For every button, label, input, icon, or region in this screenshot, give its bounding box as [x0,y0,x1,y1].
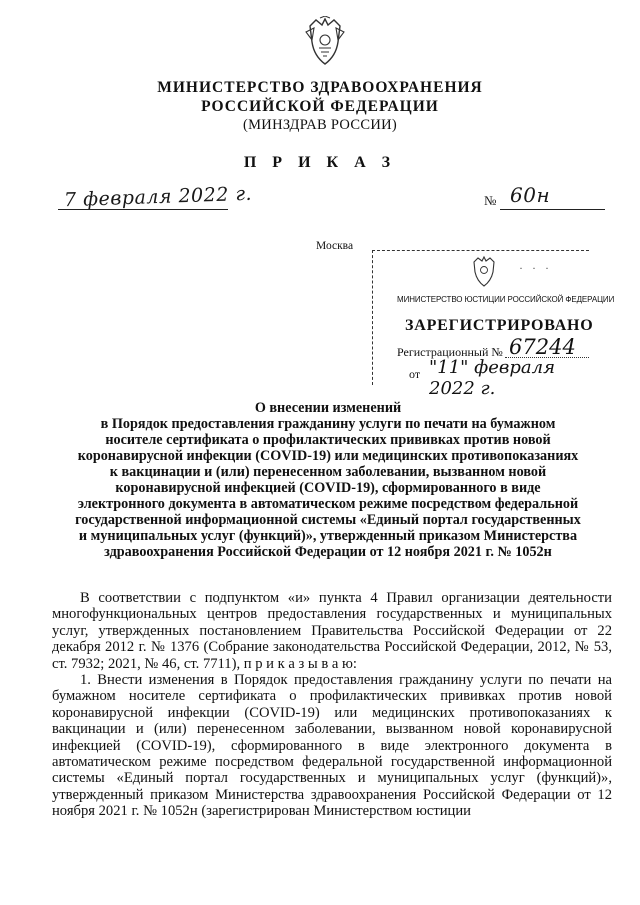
heading-line: О внесении изменений [254,400,402,416]
number-underline [500,209,605,210]
stamp-registered-label: ЗАРЕГИСТРИРОВАНО [405,317,594,334]
stamp-reg-number: 67244 [509,335,576,359]
heading-line: и муниципальных услуг (функций)», утвержденный приказом Министерства [78,528,578,544]
stamp-ministry-name: МИНИСТЕРСТВО ЮСТИЦИИ РОССИЙСКОЙ ФЕДЕРАЦИИ [397,295,615,304]
stamp-reg-number-label: Регистрационный № [397,345,503,359]
heading-line: коронавирусной инфекции (COVID-19) или медицинских противопоказаниях [77,448,579,464]
handwritten-date: 7 февраля 2022 г. [63,182,253,212]
heading-line: к вакцинации и (или) перенесенном заболевании, вызванном новой [109,464,547,480]
stamp-dots-decoration: · · · [519,261,552,275]
ministry-abbreviation: (МИНЗДРАВ РОССИИ) [242,117,397,133]
heading-line: государственной информационной системы «Единый портал государственных [75,512,581,528]
ministry-name-line2: РОССИЙСКОЙ ФЕДЕРАЦИИ [201,98,439,115]
city-label: Москва [316,240,354,252]
clause-1-paragraph: 1. Внести изменения в Порядок предоставления гражданину услуги по печати на бумажном носителе сертификата о профилактических прививках против новой коронавирусной инфекции (COVID-19) или медицинских противопоказаниях к вакцинации и (или) перенесенном заболевании, вызванном новой коронавирусной инфекцией (COVID-19), сформированного в виде электронного документа в автоматическом режиме посредством федеральной государственной информационной системы «Единый портал государственных и муниципальных услуг (функций)», утвержденный приказом Министерства здравоохранения Российской Федерации от 12 ноября 2021 г. № 1052н (зарегистрирован Министерством юстиции [52,672,612,820]
date-underline [58,209,228,210]
stamp-reg-date: "11" февраля 2022 г. [429,357,556,399]
preamble-paragraph: В соответствии с подпунктом «и» пункта 4 Правил организации деятельности многофункциональных центров предоставления государственных и муниципальных услуг, утвержденных постановлением Правительства Российской Федерации от 22 декабря 2012 г. № 1376 (Собрание законодательства Российской Федерации, 2012, № 53, ст. 7932; 2021, № 46, ст. 7711), п р и к а з ы в а ю: [52,590,612,672]
stamp-from-label: от [409,367,421,381]
ministry-header [0,78,640,135]
handwritten-order-number: 60н [510,183,551,207]
heading-line: в Порядок предоставления гражданину услуги по печати на бумажном [100,416,556,432]
heading-line: коронавирусной инфекцией (COVID-19), сформированного в виде [115,480,541,496]
heading-line: носителе сертификата о профилактических прививках против новой [105,432,551,448]
ministry-name-line1: МИНИСТЕРСТВО ЗДРАВООХРАНЕНИЯ [157,79,483,96]
stamp-emblem-icon [469,255,499,289]
document-type: П Р И К А З [243,154,397,171]
heading-line: электронного документа в автоматическом режиме посредством федеральной [77,496,579,512]
number-sign: № [484,193,497,208]
order-heading [40,400,616,560]
heading-line: здравоохранения Российской Федерации от 12 ноября 2021 г. № 1052н [104,544,552,560]
coat-of-arms-emblem [302,16,348,68]
registration-stamp [372,250,615,399]
order-body [52,590,612,820]
